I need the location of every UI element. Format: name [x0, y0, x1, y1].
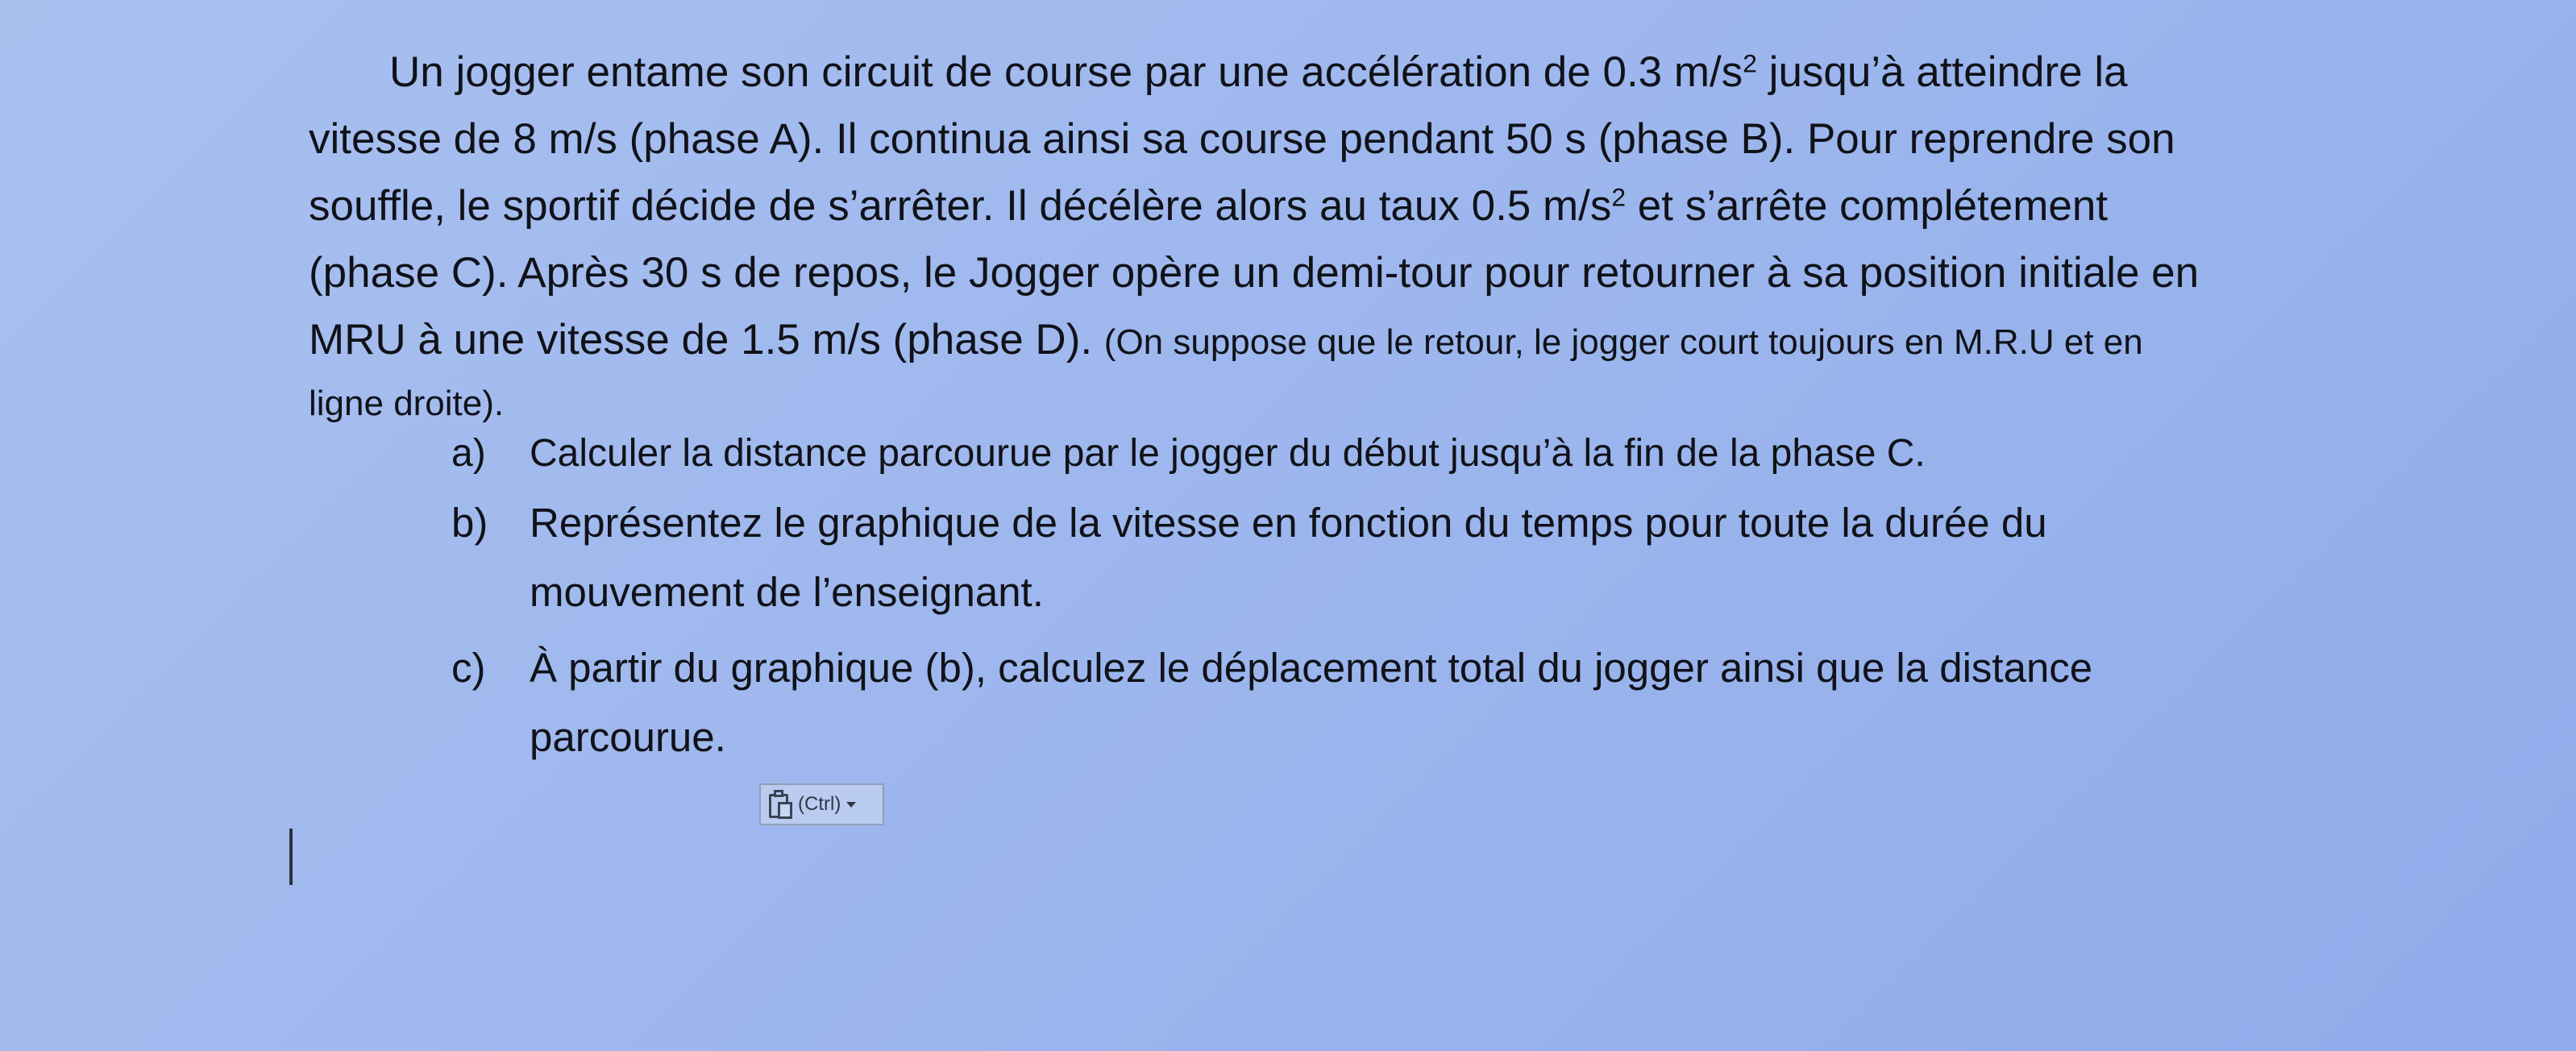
question-c-text-line-1: À partir du graphique (b), calculez le déplacement total du jogger ainsi que la distance [530, 645, 2093, 691]
intro-line-5: MRU à une vitesse de 1.5 m/s (phase D). (On suppose que le retour, le jogger court toujours en M.R.U et en [309, 316, 2143, 363]
question-b [451, 488, 2402, 627]
paste-options-label: (Ctrl) [798, 793, 841, 815]
question-c-letter: c) [451, 645, 486, 691]
clipboard-paste-icon [767, 789, 795, 820]
question-a-text: Calculer la distance parcourue par le jogger du début jusqu’à la fin de la phase C. [530, 432, 1926, 475]
question-b-text-line-2: mouvement de l’enseignant. [530, 569, 1044, 615]
intro-line-2: vitesse de 8 m/s (phase A). Il continua ainsi sa course pendant 50 s (phase B). Pour reprendre son [309, 115, 2175, 163]
question-b-text-line-1: Représentez le graphique de la vitesse en fonction du temps pour toute la durée du [530, 500, 2047, 546]
question-c [451, 634, 2402, 772]
intro-line-6: ligne droite). [309, 384, 505, 423]
chevron-down-icon [846, 802, 856, 808]
intro-line-4: (phase C). Après 30 s de repos, le Jogger opère un demi-tour pour retourner à sa position initiale en [309, 249, 2200, 297]
problem-statement [309, 39, 2388, 432]
question-list [451, 419, 2402, 772]
question-b-letter: b) [451, 500, 488, 546]
text-cursor [289, 829, 293, 885]
question-a-letter: a) [451, 432, 486, 475]
question-a [451, 419, 2402, 488]
paste-options-button[interactable] [759, 783, 884, 825]
question-c-text-line-2: parcourue. [530, 714, 726, 760]
intro-line-3: souffle, le sportif décide de s’arrêter. Il décélère alors au taux 0.5 $m/s^2$ et s’arrête complétement [309, 182, 2109, 230]
intro-line-1: Un jogger entame son circuit de course par une accélération de 0.3 $m/s^2$ jusqu’à atteindre la [389, 48, 2128, 96]
